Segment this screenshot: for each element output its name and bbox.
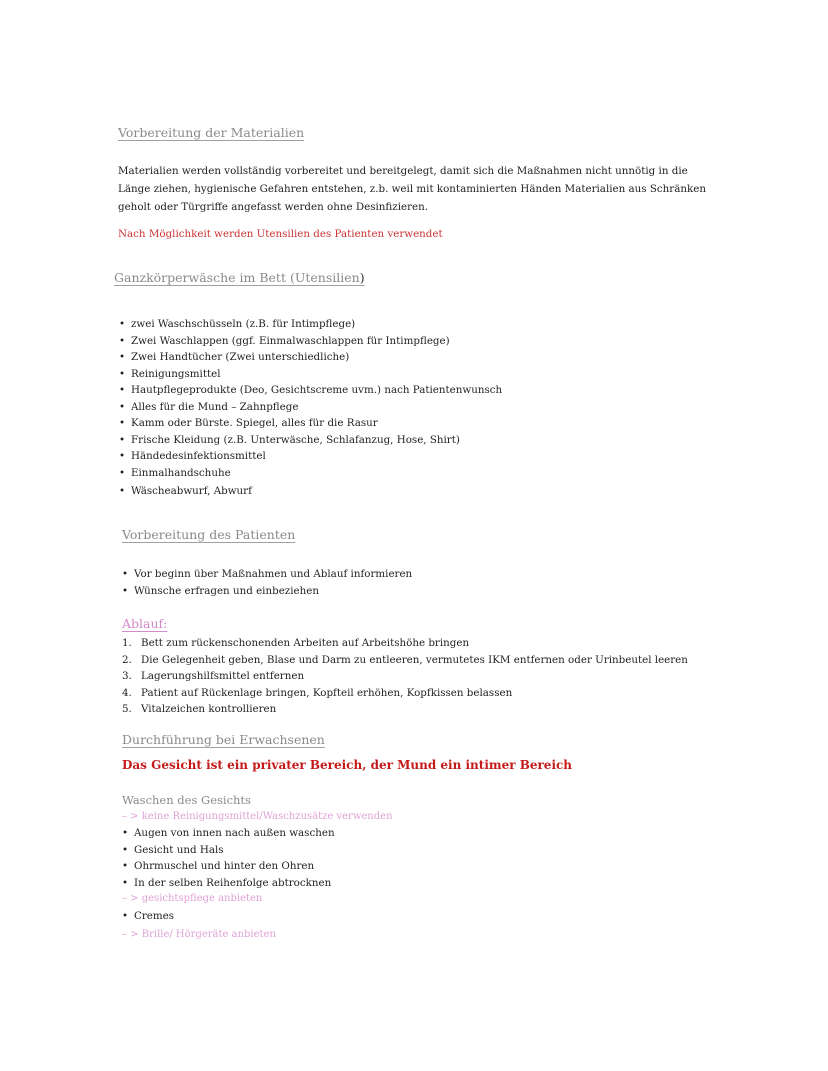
bullet-marker: • <box>119 335 126 347</box>
list-item-text: Wäscheabwurf, Abwurf <box>131 485 252 497</box>
bullet-marker: • <box>122 568 129 580</box>
bullet-marker: • <box>119 401 126 413</box>
list-item-text: Gesicht und Hals <box>134 844 224 856</box>
list-item <box>119 366 221 383</box>
bullet-marker: • <box>119 318 126 330</box>
materialien-paragraph: Materialien werden vollständig vorbereitet und bereitgelegt, damit sich die Maßnahmen nicht unnötig in die Länge ziehen, hygienische Gefahren entstehen, z.b. weil mit kontaminierten Händen Materialien aus Schränken geholt oder Türgriffe angefasst werden ohne Desinfizieren. <box>118 165 706 213</box>
list-item <box>119 483 252 500</box>
heading-text: Ganzkörperwäsche im Bett (Utensilien <box>114 270 360 285</box>
bullet-marker: • <box>119 450 126 462</box>
section-heading-ablauf: Ablauf: <box>122 616 168 631</box>
list-item <box>122 566 412 583</box>
ablauf-step <box>122 685 512 702</box>
bullet-marker: • <box>122 877 129 889</box>
list-item <box>119 349 349 366</box>
step-text: Patient auf Rückenlage bringen, Kopfteil erhöhen, Kopfkissen belassen <box>141 686 513 699</box>
list-item-text: In der selben Reihenfolge abtrocknen <box>134 877 332 889</box>
step-number: 5. <box>122 703 132 715</box>
list-item <box>122 842 224 859</box>
step-text: Die Gelegenheit geben, Blase und Darm zu entleeren, vermutetes IKM entfernen oder Urinbeutel leeren <box>141 653 688 666</box>
list-item-text: Ohrmuschel und hinter den Ohren <box>134 860 315 872</box>
list-item-text: Alles für die Mund – Zahnpflege <box>131 401 299 413</box>
list-item-text: Wünsche erfragen und einbeziehen <box>134 584 319 597</box>
privacy-note: Das Gesicht ist ein privater Bereich, der Mund ein intimer Bereich <box>122 758 573 772</box>
list-item <box>119 432 460 449</box>
bullet-marker: • <box>122 827 129 839</box>
bullet-marker: • <box>119 485 126 497</box>
list-item-text: zwei Waschschüsseln (z.B. für Intimpflege) <box>131 318 356 330</box>
section-heading-materialien: Vorbereitung der Materialien <box>118 125 305 140</box>
list-item <box>122 825 335 842</box>
list-item <box>119 399 298 416</box>
step-number: 1. <box>122 637 132 649</box>
bullet-marker: • <box>119 467 126 479</box>
list-item <box>119 316 355 333</box>
step-text: Bett zum rückenschonenden Arbeiten auf Arbeitshöhe bringen <box>141 637 470 649</box>
list-item <box>122 583 319 600</box>
pink-hint: – > keine Reinigungsmittel/Waschzusätze verwenden <box>122 811 393 822</box>
list-item-text: Hautpflegeprodukte (Deo, Gesichtscreme uvm.) nach Patientenwunsch <box>131 384 503 396</box>
section-heading-durchfuehrung: Durchführung bei Erwachsenen <box>122 732 325 747</box>
list-item <box>119 415 378 432</box>
heading-paren: ) <box>359 270 365 285</box>
list-item <box>122 858 314 875</box>
list-item-text: Zwei Handtücher (Zwei unterschiedliche) <box>131 351 350 363</box>
step-text: Lagerungshilfsmittel entfernen <box>141 670 305 682</box>
section-heading-ganzkoerperwaesche <box>114 270 365 285</box>
list-item <box>119 465 231 482</box>
list-item-text: Zwei Waschlappen (ggf. Einmalwaschlappen für Intimpflege) <box>131 335 450 347</box>
list-item <box>122 875 331 892</box>
bullet-marker: • <box>119 368 126 380</box>
list-item <box>119 448 266 465</box>
bullet-marker: • <box>122 860 129 872</box>
section-heading-patient: Vorbereitung des Patienten <box>122 527 296 542</box>
list-item-text: Augen von innen nach außen waschen <box>134 827 335 839</box>
bullet-marker: • <box>122 584 129 597</box>
ablauf-step <box>122 668 304 685</box>
list-item-text: Händedesinfektionsmittel <box>131 450 266 462</box>
list-item-text: Reinigungsmittel <box>131 368 221 380</box>
list-item <box>119 333 450 350</box>
step-number: 2. <box>122 653 132 666</box>
ablauf-step <box>122 635 469 652</box>
list-item <box>122 908 174 925</box>
step-number: 4. <box>122 686 132 699</box>
ablauf-step <box>122 652 688 669</box>
list-item-text: Kamm oder Bürste. Spiegel, alles für die Rasur <box>131 417 378 429</box>
list-item <box>119 382 502 399</box>
bullet-marker: • <box>122 844 129 856</box>
ablauf-step <box>122 701 276 718</box>
bullet-marker: • <box>119 351 126 363</box>
list-item-text: Einmalhandschuhe <box>131 467 231 479</box>
bullet-marker: • <box>119 434 126 446</box>
subheading-gesicht: Waschen des Gesichts <box>122 793 251 807</box>
list-item-text: Frische Kleidung (z.B. Unterwäsche, Schlafanzug, Hose, Shirt) <box>131 434 460 446</box>
bullet-marker: • <box>119 384 126 396</box>
step-text: Vitalzeichen kontrollieren <box>141 703 277 715</box>
pink-hint: – > Brille/ Hörgeräte anbieten <box>122 929 276 940</box>
utensilien-note: Nach Möglichkeit werden Utensilien des Patienten verwendet <box>118 228 443 240</box>
pink-hint: – > gesichtspflege anbieten <box>122 893 263 904</box>
bullet-marker: • <box>119 417 126 429</box>
bullet-marker: • <box>122 910 129 922</box>
list-item-text: Vor beginn über Maßnahmen und Ablauf informieren <box>134 568 413 580</box>
step-number: 3. <box>122 670 132 682</box>
list-item-text: Cremes <box>134 910 175 922</box>
